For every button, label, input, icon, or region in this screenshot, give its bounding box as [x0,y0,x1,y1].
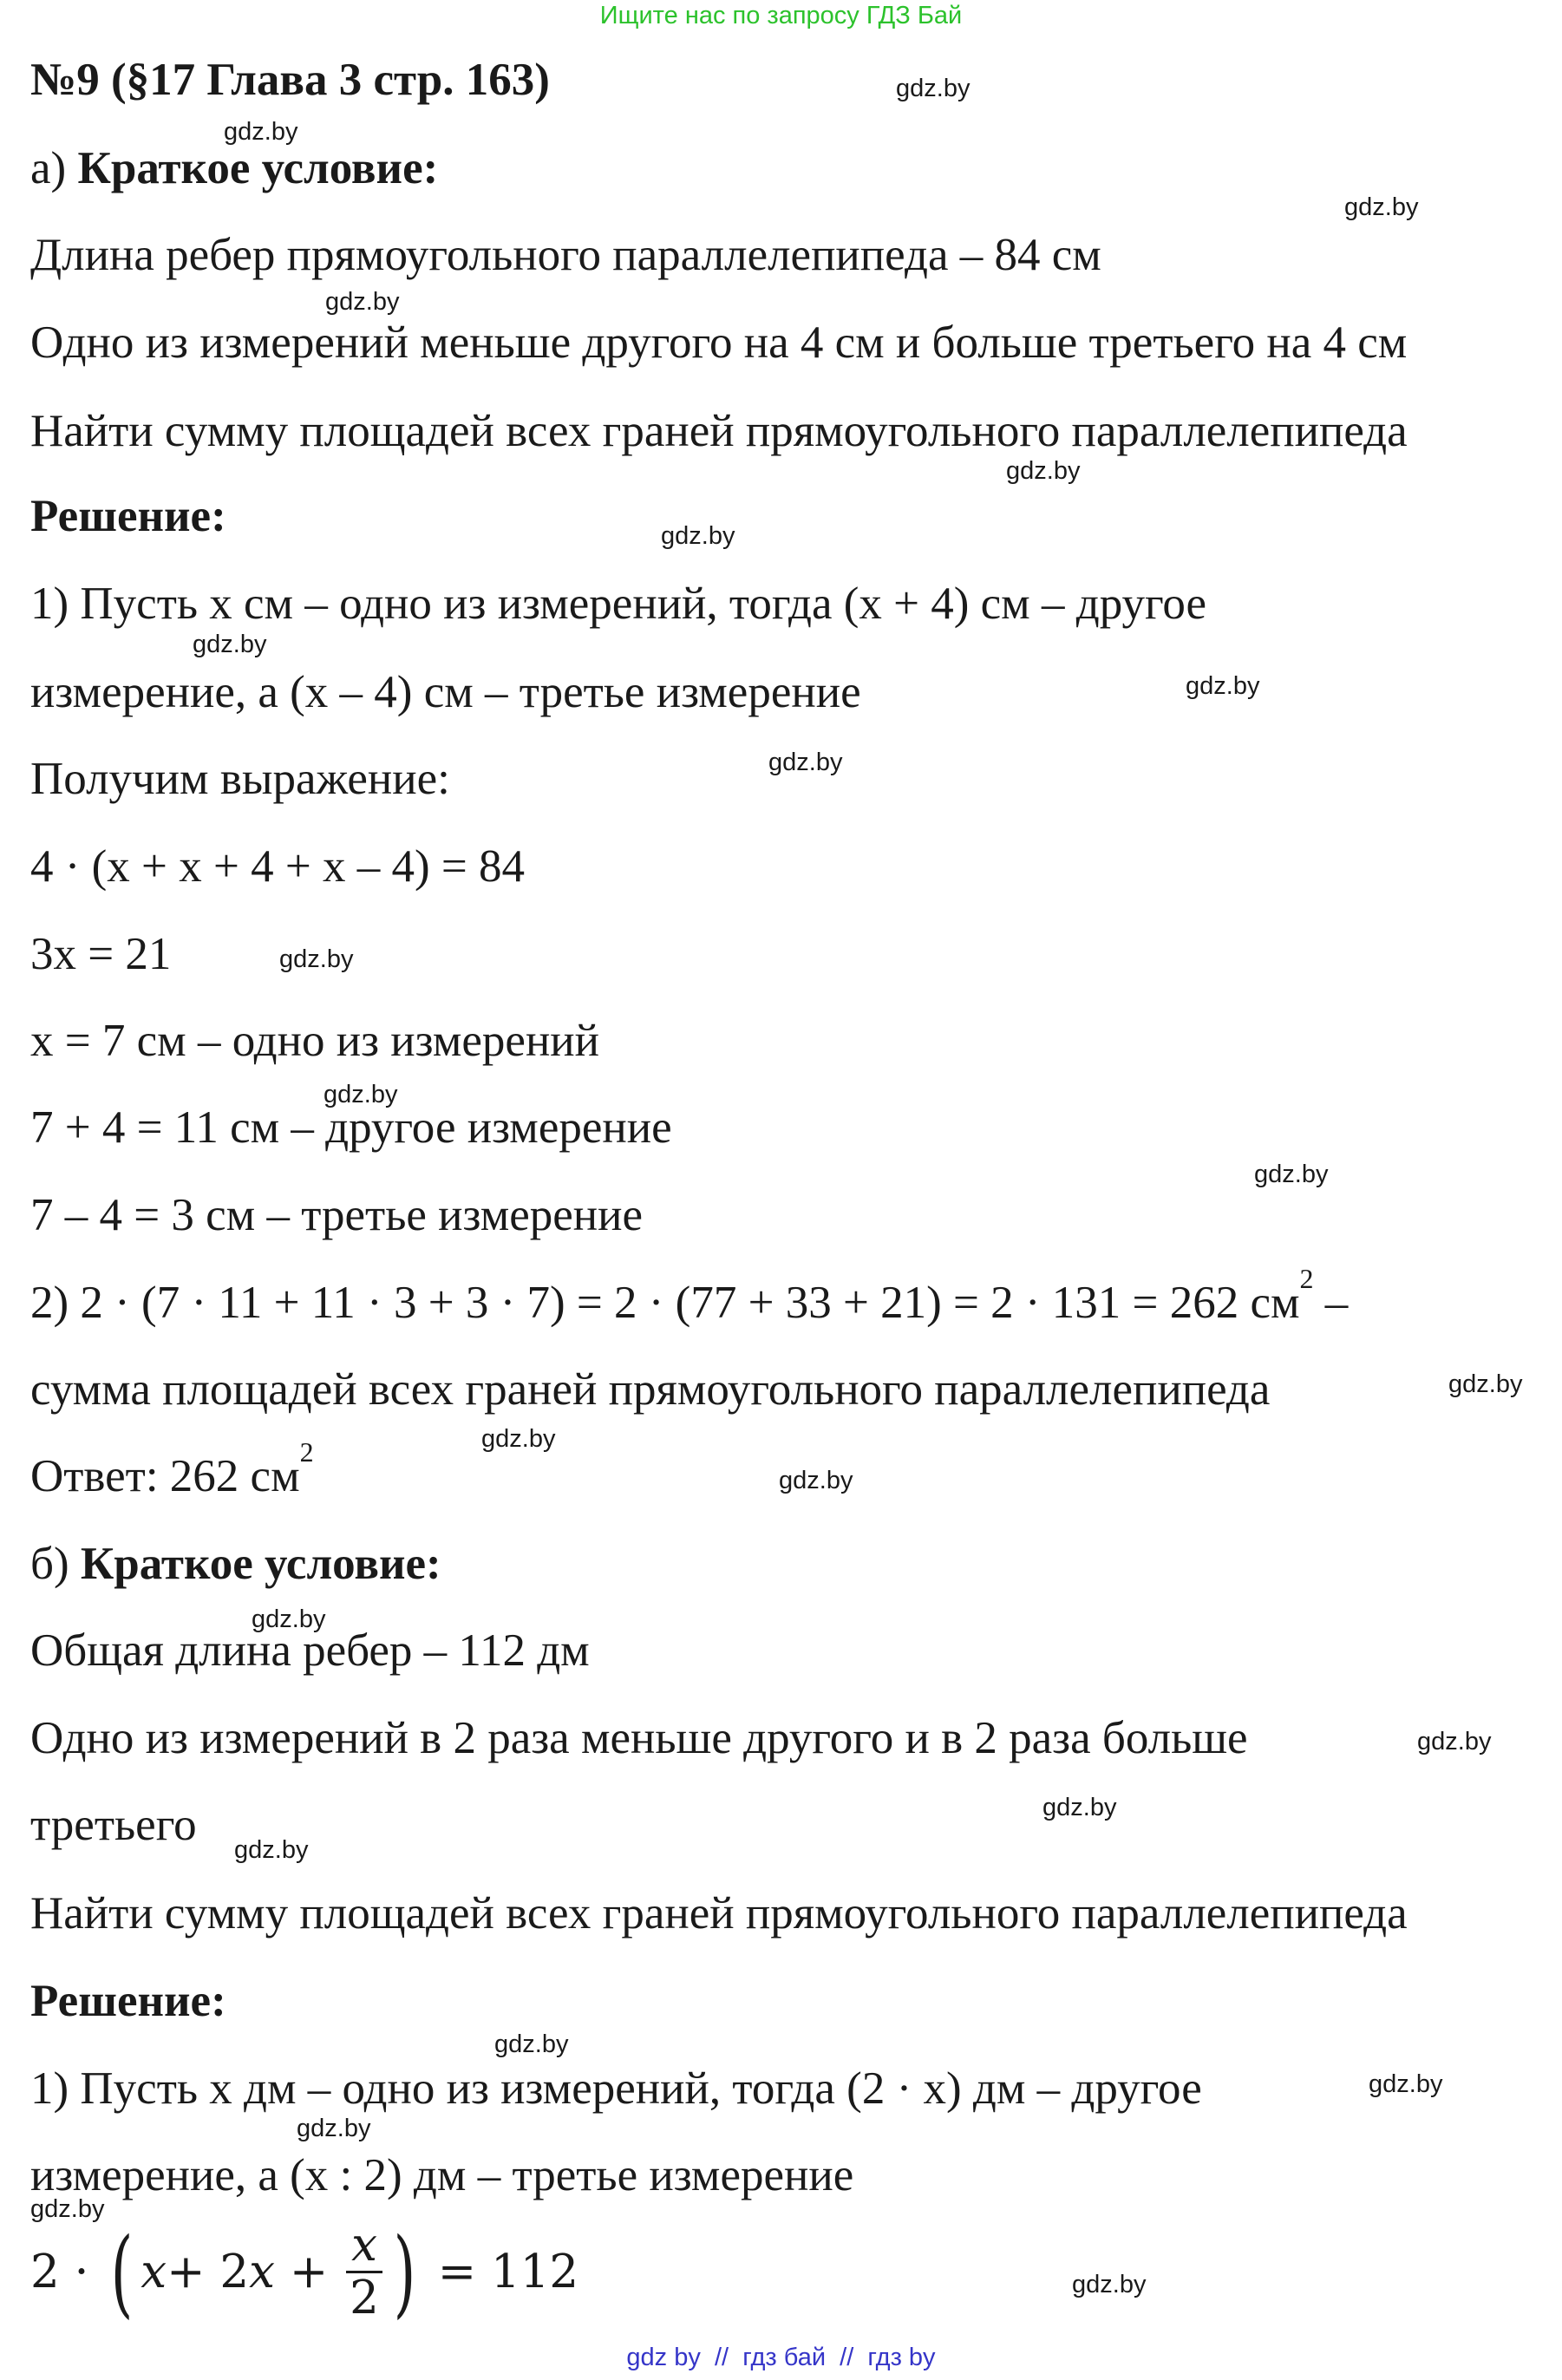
part-a-step-9-tail: – [1313,1278,1349,1328]
part-b-condition-3: Найти сумму площадей всех граней прямоугольного параллелепипеда [30,1888,1408,1939]
watermark: gdz.by [1254,1161,1329,1188]
formula-close-paren: ) [393,2216,416,2328]
part-a-answer-exponent: 2 [299,1436,314,1468]
watermark: gdz.by [30,2195,105,2223]
part-b-heading-line [30,1536,441,1592]
watermark: gdz.by [1448,1370,1523,1398]
part-a-label: а) [30,143,78,193]
formula-rhs: = 112 [422,2246,579,2298]
watermark: gdz.by [279,945,354,973]
part-b-condition-2: Одно из измерений в 2 раза меньше другого и в 2 раза больше [30,1713,1248,1763]
part-b-step-2: измерение, а (х : 2) дм – третье измерение [30,2150,854,2200]
watermark: gdz.by [1042,1794,1117,1821]
part-b-condition-2b: третьего [30,1800,197,1850]
part-a-answer-main: Ответ: 262 см [30,1451,300,1501]
watermark: gdz.by [193,631,267,658]
part-b-label: б) [30,1539,81,1589]
part-a-step-3: Получим выражение: [30,754,450,804]
watermark: gdz.by [324,1081,398,1108]
part-b-formula [30,2216,579,2333]
watermark: gdz.by [896,75,971,102]
watermark: gdz.by [1186,672,1260,700]
part-a-step-9 [30,1263,1349,1331]
watermark: gdz.by [661,522,735,550]
formula-open-paren: ( [110,2216,134,2328]
part-a-step-10: сумма площадей всех граней прямоугольного параллелепипеда [30,1364,1271,1415]
part-a-heading: Краткое условие: [77,143,439,193]
fraction-denominator: 2 [350,2272,379,2324]
watermark: gdz.by [1417,1728,1492,1756]
watermark: gdz.by [1369,2070,1443,2098]
formula-fraction [346,2220,382,2324]
watermark: gdz.by [234,1836,309,1864]
part-a-condition-2: Одно из измерений меньше другого на 4 см и больше третьего на 4 см [30,317,1408,368]
watermark: gdz.by [297,2115,371,2142]
part-a-heading-line [30,141,438,196]
part-a-step-9-exponent: 2 [1299,1263,1314,1294]
part-a-step-1: 1) Пусть х см – одно из измерений, тогда (х + 4) см – другое [30,579,1207,629]
watermark: gdz.by [1344,193,1419,221]
part-b-step-1: 1) Пусть х дм – одно из измерений, тогда (2 · х) дм – другое [30,2063,1202,2114]
watermark: gdz.by [252,1605,326,1633]
formula-plus-2: + [274,2246,343,2298]
watermark: gdz.by [224,118,298,146]
part-a-condition-1: Длина ребер прямоугольного параллелепипеда – 84 см [30,230,1101,280]
formula-term-2: x [249,2246,275,2298]
part-a-step-6: х = 7 см – одно из измерений [30,1016,600,1066]
formula-plus-1: + 2 [167,2246,250,2298]
part-b-condition-1: Общая длина ребер – 112 дм [30,1625,590,1676]
part-a-step-2: измерение, а (х – 4) см – третье измерение [30,667,861,717]
footer-links[interactable]: gdz by // гдз бай // гдз by [626,2344,936,2371]
part-a-answer [30,1436,314,1504]
formula-lead: 2 · [30,2246,89,2298]
page-title: №9 (§17 Глава 3 стр. 163) [30,55,550,105]
watermark: gdz.by [325,288,400,316]
part-a-condition-3: Найти сумму площадей всех граней прямоугольного параллелепипеда [30,406,1408,456]
watermark: gdz.by [481,1425,556,1453]
watermark: gdz.by [1072,2271,1147,2298]
part-b-heading: Краткое условие: [80,1539,441,1589]
watermark: gdz.by [1006,457,1081,485]
part-a-solution-heading: Решение: [30,491,226,541]
top-banner[interactable]: Ищите нас по запросу ГДЗ Бай [599,2,963,29]
part-a-step-7: 7 + 4 = 11 см – другое измерение [30,1102,672,1153]
part-a-step-4: 4 · (х + х + 4 + х – 4) = 84 [30,841,526,892]
part-a-step-5: 3х = 21 [30,929,172,979]
formula-term-1: x [141,2246,167,2298]
watermark: gdz.by [768,749,843,776]
part-a-step-8: 7 – 4 = 3 см – третье измерение [30,1190,644,1240]
part-b-solution-heading: Решение: [30,1976,226,2026]
fraction-numerator: x [346,2220,382,2273]
part-a-step-9-main: 2) 2 · (7 · 11 + 11 · 3 + 3 · 7) = 2 · (77 + 33 + 21) = 2 · 131 = 262 см [30,1278,1300,1328]
watermark: gdz.by [494,2030,569,2058]
watermark: gdz.by [779,1467,853,1494]
